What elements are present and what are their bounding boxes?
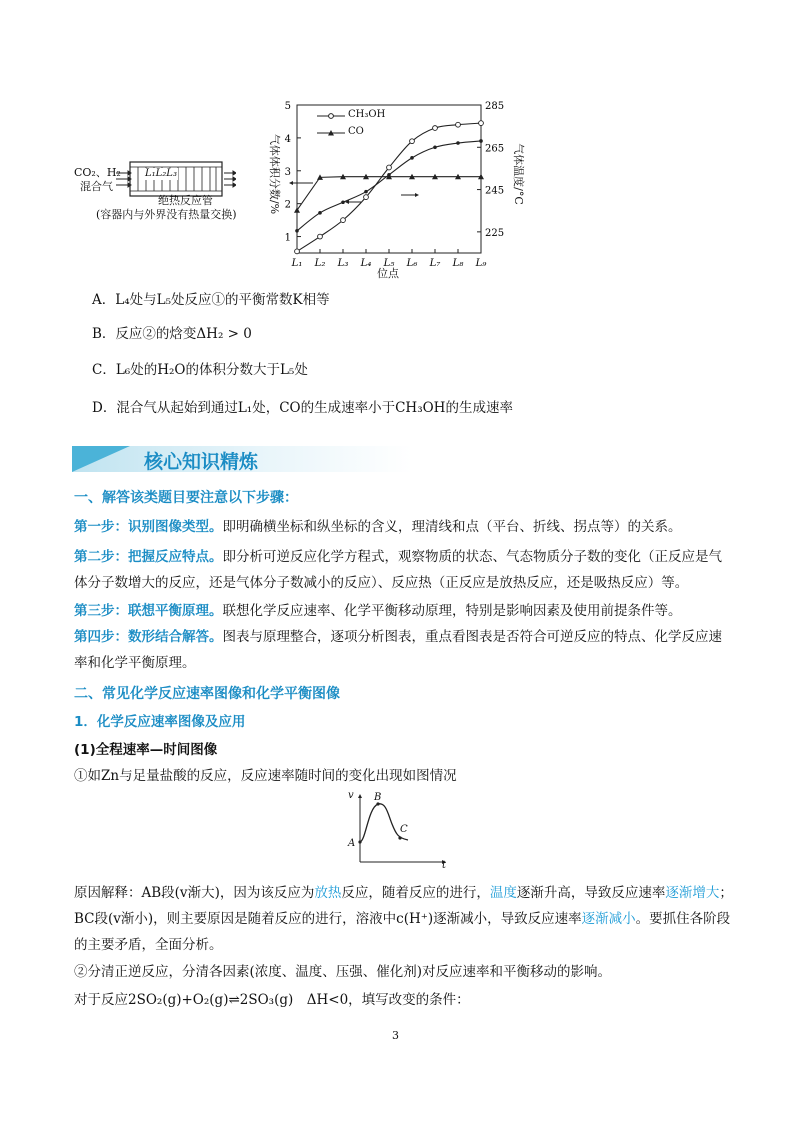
reaction-equation: 对于反应2SO₂(g)+O₂(g)⇌2SO₃(g) ΔH<0，填写改变的条件： bbox=[74, 992, 470, 1008]
dual-axis-chart bbox=[265, 95, 525, 285]
vt-v-label: v bbox=[348, 790, 354, 801]
reactor-positions: L₁L₂L₃ bbox=[145, 168, 177, 179]
ch3oh-point bbox=[410, 139, 415, 144]
reactor-diagram bbox=[66, 128, 286, 228]
option-d[interactable] bbox=[92, 398, 513, 418]
ch3oh-point bbox=[364, 195, 369, 200]
left-tick-label: 1 bbox=[284, 232, 291, 244]
explain-text: 逐渐升高，导致反应速率 bbox=[516, 885, 666, 901]
ch3oh-point bbox=[479, 121, 484, 126]
step-label: 第一步：识别图像类型。 bbox=[74, 519, 223, 535]
option-letter: C． bbox=[92, 362, 116, 378]
reactor-title: 绝热反应管 bbox=[158, 194, 213, 207]
explanation bbox=[74, 880, 734, 958]
explain-highlight: 逐渐增大 bbox=[665, 885, 720, 901]
option-letter: D． bbox=[92, 400, 117, 416]
part1-heading: 一、解答该类题目要注意以下步骤： bbox=[74, 490, 298, 506]
banner-accent bbox=[72, 446, 130, 472]
step-text: 即明确横坐标和纵坐标的含义，理清线和点（平台、折线、拐点等）的关系。 bbox=[222, 519, 682, 535]
ch3oh-point bbox=[341, 218, 346, 223]
legend-marker-ch3oh bbox=[329, 114, 334, 119]
vt-point-b: B bbox=[374, 792, 382, 803]
option-text: 反应②的焓变ΔH₂ > 0 bbox=[115, 326, 252, 342]
option-text: L₄处与L₅处反应①的平衡常数K相等 bbox=[115, 292, 330, 308]
right-tick-label: 245 bbox=[485, 185, 505, 197]
temperature-point bbox=[364, 190, 368, 194]
step-1 bbox=[74, 514, 734, 540]
vt-chart-svg bbox=[344, 790, 448, 870]
part2-sub1: 1．化学反应速率图像及应用 bbox=[74, 714, 246, 730]
right-tick-label: 265 bbox=[485, 143, 505, 155]
ch3oh-point bbox=[433, 126, 438, 131]
part2-item1: ①如Zn与足量盐酸的反应，反应速率随时间的变化出现如图情况 bbox=[74, 768, 457, 784]
ch3oh-point bbox=[318, 234, 323, 239]
ch3oh-point bbox=[295, 249, 300, 254]
page-number: 3 bbox=[392, 1029, 399, 1042]
part2-sub2: (1)全程速率—时间图像 bbox=[74, 742, 218, 758]
step-4 bbox=[74, 624, 734, 676]
x-tick-label: L₁ bbox=[291, 258, 303, 269]
step-label: 第四步：数形结合解答。 bbox=[74, 629, 223, 645]
option-letter: A． bbox=[92, 292, 116, 308]
chart-svg bbox=[265, 95, 525, 285]
explain-text: 反应，随着反应的进行， bbox=[341, 885, 490, 901]
option-text: 混合气从起始到通过L₁处，CO的生成速率小于CH₃OH的生成速率 bbox=[116, 400, 513, 416]
legend-ch3oh: CH₃OH bbox=[348, 109, 386, 120]
vt-point-c: C bbox=[400, 824, 408, 835]
ch3oh-point bbox=[387, 165, 392, 170]
temperature-point bbox=[295, 229, 299, 233]
series-line-ch3oh bbox=[297, 123, 481, 251]
temperature-point bbox=[479, 139, 483, 143]
vt-t-label: t bbox=[442, 860, 447, 871]
explain-highlight: 逐渐减小 bbox=[581, 911, 636, 927]
section-title: 核心知识精炼 bbox=[144, 451, 259, 473]
inlet-gas-label: CO₂、H₂ bbox=[74, 166, 121, 179]
option-c[interactable] bbox=[92, 360, 308, 380]
explain-highlight: 放热 bbox=[314, 885, 342, 901]
step-label: 第二步：把握反应特点。 bbox=[74, 549, 223, 565]
temperature-point bbox=[387, 173, 391, 177]
x-tick-label: L₂ bbox=[314, 258, 326, 269]
left-tick-label: 4 bbox=[284, 133, 291, 145]
temperature-point bbox=[456, 141, 460, 145]
explain-text: ；BC段(v渐小)，则主要原因是随着反应的进行，溶液中c(H⁺)逐渐减小，导致反应速率 bbox=[74, 885, 733, 927]
vt-point-a: A bbox=[348, 838, 356, 849]
explain-text: 原因解释：AB段(v渐大)，因为该反应为 bbox=[74, 885, 315, 901]
right-tick-label: 225 bbox=[485, 227, 505, 239]
section-banner bbox=[72, 446, 412, 472]
temperature-point bbox=[318, 211, 322, 215]
left-tick-label: 5 bbox=[284, 101, 291, 112]
step-2 bbox=[74, 544, 734, 596]
inlet-gas-label-2: 混合气 bbox=[80, 180, 113, 193]
right-axis-label: 气体温度/°C bbox=[512, 143, 525, 205]
legend-co: CO bbox=[348, 126, 364, 137]
option-a[interactable] bbox=[92, 290, 330, 310]
x-tick-label: L₉ bbox=[475, 258, 487, 269]
option-text: L₆处的H₂O的体积分数大于L₅处 bbox=[115, 362, 308, 378]
left-tick-label: 2 bbox=[284, 199, 291, 211]
part2-item2: ②分清正逆反应，分清各因素(浓度、温度、压强、催化剂)对反应速率和平衡移动的影响。 bbox=[74, 964, 612, 980]
x-tick-label: L₆ bbox=[406, 258, 418, 269]
temperature-point bbox=[341, 200, 345, 204]
x-tick-label: L₃ bbox=[337, 258, 349, 269]
left-axis-label: 气体体积分数/% bbox=[268, 133, 281, 215]
temperature-point bbox=[410, 156, 414, 160]
step-text: 联想化学反应速率、化学平衡移动原理，特别是影响因素及使用前提条件等。 bbox=[222, 603, 682, 619]
ch3oh-point bbox=[456, 122, 461, 127]
series-line-co bbox=[297, 177, 481, 211]
reactor-subtitle: (容器内与外界没有热量交换) bbox=[96, 208, 237, 221]
explain-highlight: 温度 bbox=[489, 885, 517, 901]
right-tick-label: 285 bbox=[485, 101, 505, 112]
temperature-point bbox=[433, 145, 437, 149]
x-axis-label: 位点 bbox=[377, 267, 399, 280]
arrow-right-head bbox=[415, 193, 419, 197]
x-tick-label: L₈ bbox=[452, 258, 464, 269]
step-3 bbox=[74, 598, 734, 624]
part2-heading: 二、常见化学反应速率图像和化学平衡图像 bbox=[74, 686, 340, 702]
step-text: 即分析可逆反应化学方程式，观察物质的状态、气态物质分子数的变化（正反应是气体分子数增大的反应，还是气体分子数减小的反应）、反应热（正反应是放热反应，还是吸热反应）等。 bbox=[74, 549, 722, 591]
option-letter: B． bbox=[92, 326, 116, 342]
option-b[interactable] bbox=[92, 324, 252, 344]
x-tick-label: L₅ bbox=[383, 258, 395, 269]
x-tick-label: L₄ bbox=[360, 258, 372, 269]
step-label: 第三步：联想平衡原理。 bbox=[74, 603, 223, 619]
left-tick-label: 3 bbox=[284, 166, 291, 178]
explain-text: 。要抓住各阶段的主要矛盾，全面分析。 bbox=[74, 911, 731, 953]
step-text: 图表与原理整合，逐项分析图表，重点看图表是否符合可逆反应的特点、化学反应速率和化学平衡原理。 bbox=[74, 629, 722, 671]
vt-chart bbox=[344, 790, 448, 870]
x-tick-label: L₇ bbox=[429, 258, 441, 269]
arrow-left-head bbox=[289, 181, 293, 185]
series-line-temperature bbox=[297, 141, 481, 231]
